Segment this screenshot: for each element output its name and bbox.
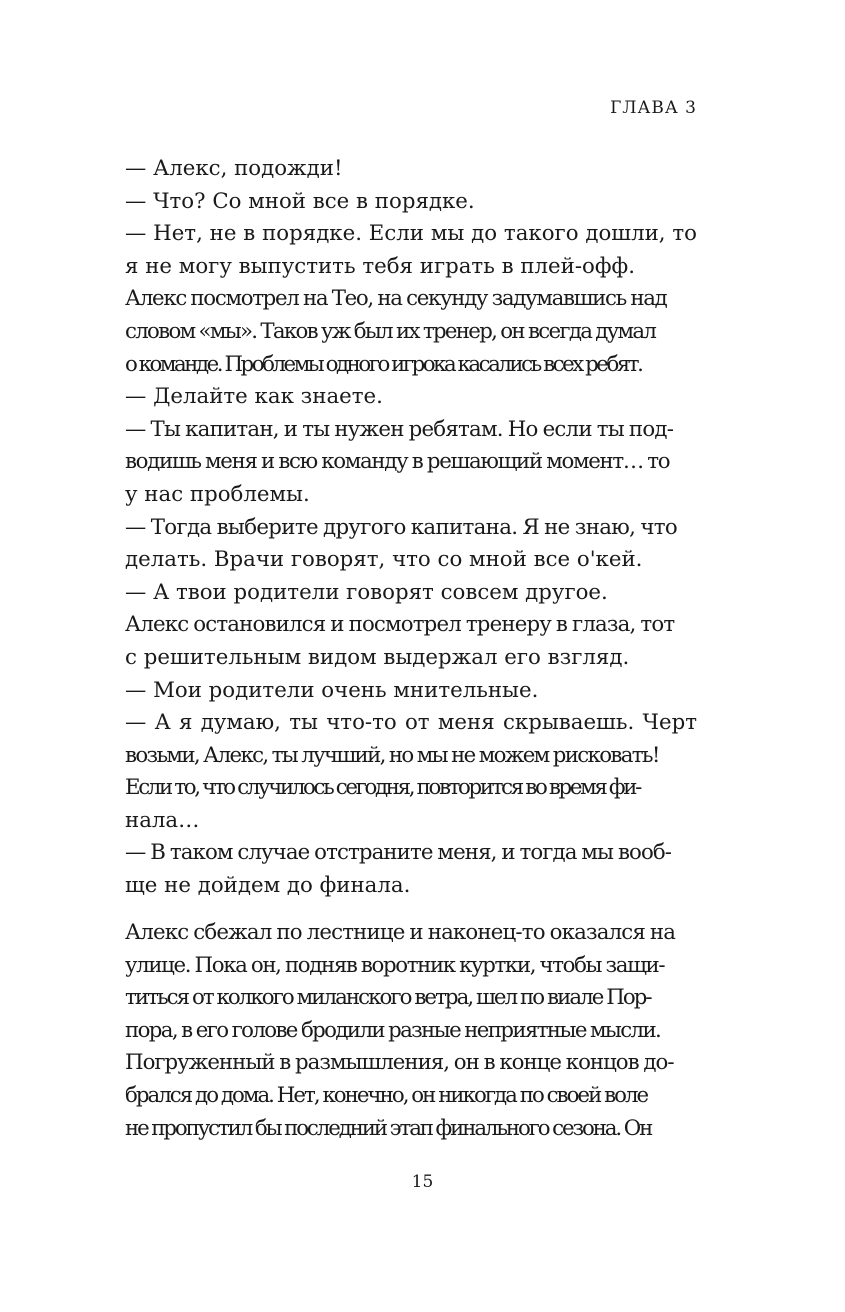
text-line: о команде. Проблемы одного игрока касались всех ребят. [125, 351, 642, 377]
text-line: делать. Врачи говорят, что со мной все о'кей. [125, 547, 643, 573]
text-line: улице. Пока он, подняв воротник куртки, чтобы защи- [125, 952, 665, 978]
text-line: Алекс сбежал по лестнице и наконец-то оказался на [125, 920, 676, 945]
text-line: Погруженный в размышления, он в конце концов до- [125, 1050, 674, 1076]
text-line: у нас проблемы. [125, 481, 310, 507]
text-line: — Делайте как знаете. [125, 384, 383, 410]
text-line: — А я думаю, ты что-то от меня скрываешь. Черт [125, 710, 697, 736]
text-line: Алекс остановился и посмотрел тренеру в глаза, тот [125, 612, 675, 638]
text-line: — В таком случае отстраните меня, и тогда мы вооб- [125, 840, 672, 866]
text-line: водишь меня и всю команду в решающий момент… то [125, 449, 670, 475]
text-line: брался до дома. Нет, конечно, он никогда по своей воле [125, 1082, 648, 1108]
text-line: — Ты капитан, и ты нужен ребятам. Но если ты под- [125, 416, 674, 442]
text-line: возьми, Алекс, ты лучший, но мы не можем рисковать! [125, 742, 659, 768]
text-line: с решительным видом выдержал его взгляд. [125, 644, 630, 670]
text-line: ще не дойдем до финала. [125, 873, 411, 899]
text-line: — А твои родители говорят совсем другое. [125, 579, 608, 605]
text-line: — Мои родители очень мнительные. [125, 677, 539, 703]
text-block-narrative [125, 917, 697, 1145]
text-line: — Тогда выберите другого капитана. Я не знаю, что [125, 514, 678, 540]
text-line: пора, в его голове бродили разные неприятные мысли. [125, 1017, 661, 1043]
text-line: титься от колкого миланского ветра, шел по виале Пор- [125, 985, 651, 1011]
text-line: я не могу выпустить тебя играть в плей-офф. [125, 253, 635, 279]
text-line: нала… [125, 807, 200, 833]
text-block-dialogue [125, 153, 697, 903]
text-line: — Что? Со мной все в порядке. [125, 188, 475, 214]
page-number: 15 [411, 1172, 434, 1192]
text-line: Алекс посмотрел на Тео, на секунду задумавшись над [125, 286, 667, 312]
text-line: — Нет, не в порядке. Если мы до такого дошли, то [125, 221, 697, 247]
text-line: не пропустил бы последний этап финального сезона. Он [125, 1115, 652, 1141]
text-line: — Алекс, подожди! [125, 156, 343, 181]
text-line: Если то, что случилось сегодня, повторится во время фи- [125, 775, 640, 801]
text-line: словом «мы». Таков уж был их тренер, он всегда думал [125, 318, 656, 344]
running-head: ГЛАВА 3 [610, 98, 697, 118]
